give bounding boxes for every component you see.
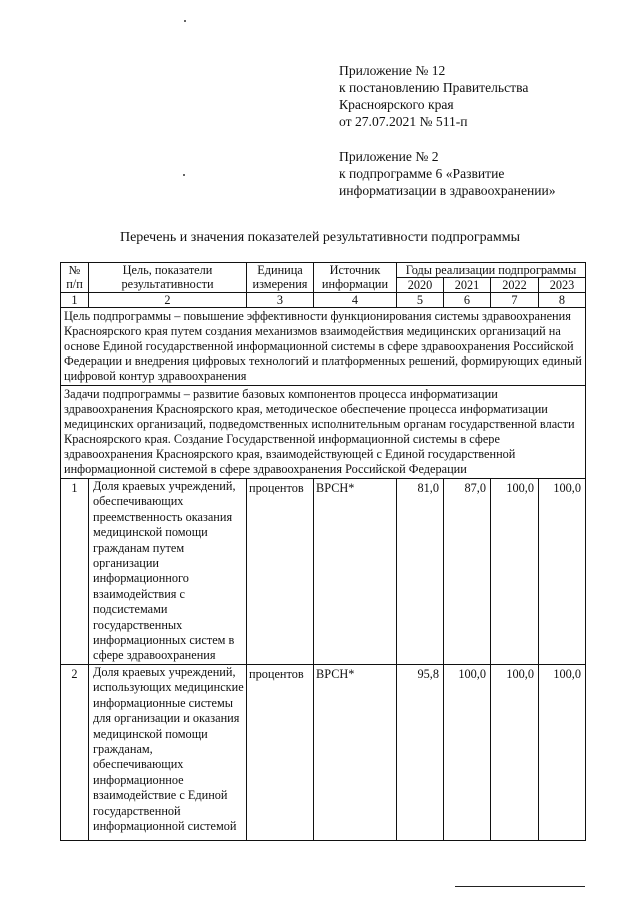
header-source-line2: информации — [321, 277, 389, 291]
row-unit: процентов — [247, 664, 314, 840]
row-value-2022: 100,0 — [491, 479, 539, 665]
col-number: 7 — [491, 293, 539, 308]
col-number: 4 — [314, 293, 397, 308]
header-num-line2: п/п — [66, 277, 83, 291]
scan-speck — [183, 174, 185, 176]
header-source — [314, 263, 397, 293]
appendix-number: Приложение № 12 — [339, 63, 446, 78]
header-unit-line2: измерения — [252, 277, 308, 291]
row-num: 2 — [61, 664, 89, 840]
table-row — [61, 479, 586, 665]
row-value-2022: 100,0 — [491, 664, 539, 840]
header-num — [61, 263, 89, 293]
appendix-date: от 27.07.2021 № 511-п — [339, 114, 468, 129]
appendix-region: Красноярского края — [339, 97, 454, 112]
row-unit: процентов — [247, 479, 314, 665]
header-year-2023: 2023 — [539, 278, 586, 293]
header-source-line1: Источник — [329, 263, 381, 277]
appendix-resolution: к постановлению Правительства — [339, 80, 529, 95]
footer-rule — [455, 886, 585, 887]
row-value-2021: 100,0 — [444, 664, 491, 840]
row-num: 1 — [61, 479, 89, 665]
header-unit-line1: Единица — [257, 263, 303, 277]
task-row: Задачи подпрограммы – развитие базовых компонентов процесса информатизации здравоохранения Красноярского края, методическое обеспечение процесса информатизации медицинских организаций, подведомственных исполнительным органам государственной власти Красноярского края. Создание Государственной информационной системы в сфере здравоохранения Красноярского края, взаимодействующей с Единой государственной информационной системой в сфере здравоохранения Российской Федерации — [61, 386, 586, 479]
col-number: 8 — [539, 293, 586, 308]
indicators-table — [60, 262, 586, 841]
goal-row: Цель подпрограммы – повышение эффективности функционирования системы здравоохранения Красноярского края путем создания механизмов взаимодействия медицинских организаций на основе Единой государственной информационной системы в сфере здравоохранения Российской Федерации и внедрения цифровых технологий и платформенных решений, формирующих единый цифровой контур здравоохранения — [61, 308, 586, 386]
sub-appendix-program: к подпрограмме 6 «Развитие — [339, 166, 505, 181]
col-number: 1 — [61, 293, 89, 308]
row-indicator-name: Доля краевых учреждений, обеспечивающих преемственность оказания медицинской помощи гражданам путем организации информационного взаимодействия с подсистемами государственных информационных систем в сфере здравоохранения — [89, 479, 247, 665]
document-title: Перечень и значения показателей результативности подпрограммы — [119, 230, 521, 245]
scan-speck — [184, 20, 186, 22]
col-number: 6 — [444, 293, 491, 308]
header-goal — [89, 263, 247, 293]
row-value-2023: 100,0 — [539, 664, 586, 840]
appendix-sub-block — [339, 148, 556, 199]
row-source: ВРСН* — [314, 479, 397, 665]
sub-appendix-program-name: информатизации в здравоохранении» — [339, 183, 556, 198]
header-unit — [247, 263, 314, 293]
header-years-group: Годы реализации подпрограммы — [397, 263, 586, 278]
col-number: 2 — [89, 293, 247, 308]
appendix-main-block — [339, 62, 528, 130]
header-goal-line2: результативности — [121, 277, 214, 291]
row-value-2020: 95,8 — [397, 664, 444, 840]
header-year-2022: 2022 — [491, 278, 539, 293]
sub-appendix-number: Приложение № 2 — [339, 149, 439, 164]
row-value-2020: 81,0 — [397, 479, 444, 665]
header-goal-line1: Цель, показатели — [122, 263, 213, 277]
row-value-2021: 87,0 — [444, 479, 491, 665]
header-num-line1: № — [68, 263, 81, 277]
row-source: ВРСН* — [314, 664, 397, 840]
header-year-2021: 2021 — [444, 278, 491, 293]
header-year-2020: 2020 — [397, 278, 444, 293]
row-value-2023: 100,0 — [539, 479, 586, 665]
col-number: 5 — [397, 293, 444, 308]
col-number: 3 — [247, 293, 314, 308]
table-row — [61, 664, 586, 840]
row-indicator-name: Доля краевых учреждений, использующих медицинские информационные системы для организации и оказания медицинской помощи гражданам, обеспечивающих информационное взаимодействие с Единой государственной информационной системой — [89, 664, 247, 840]
